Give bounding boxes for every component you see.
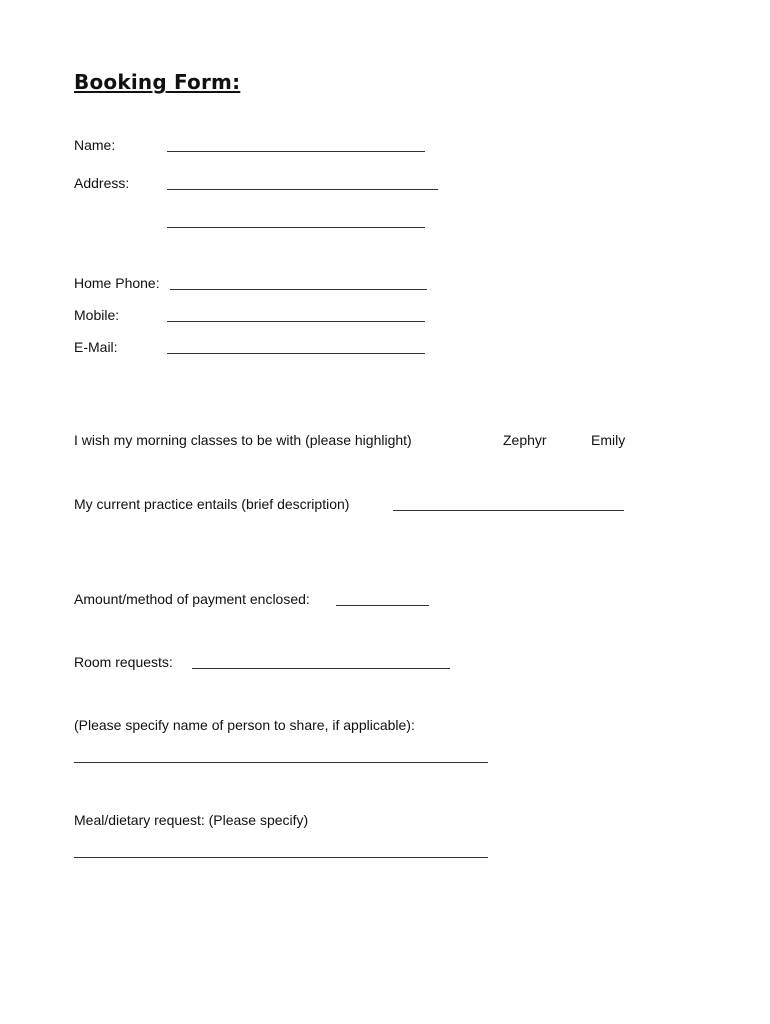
email-label: E-Mail: [74, 339, 118, 355]
practice-label: My current practice entails (brief description) [74, 496, 350, 512]
share-label: (Please specify name of person to share, if applicable): [74, 717, 415, 733]
practice-blank[interactable] [393, 510, 624, 511]
mobile-blank[interactable] [167, 321, 425, 322]
payment-label: Amount/method of payment enclosed: [74, 591, 310, 607]
address-label: Address: [74, 175, 130, 191]
payment-blank[interactable] [336, 605, 429, 606]
meal-blank[interactable] [74, 857, 488, 858]
address-blank-1[interactable] [167, 189, 438, 190]
email-blank[interactable] [167, 353, 425, 354]
room-label: Room requests: [74, 654, 173, 670]
mobile-label: Mobile: [74, 307, 120, 323]
name-blank[interactable] [167, 151, 425, 152]
room-blank[interactable] [192, 668, 450, 669]
class-option-zephyr[interactable]: Zephyr [503, 432, 547, 448]
name-label: Name: [74, 137, 116, 153]
home-phone-blank[interactable] [170, 289, 427, 290]
classes-question: I wish my morning classes to be with (please highlight) [74, 432, 412, 448]
meal-label: Meal/dietary request: (Please specify) [74, 812, 309, 828]
home-phone-label: Home Phone: [74, 275, 160, 291]
share-blank[interactable] [74, 762, 488, 763]
address-blank-2[interactable] [167, 227, 425, 228]
form-title: Booking Form: [74, 70, 241, 94]
class-option-emily[interactable]: Emily [591, 432, 626, 448]
